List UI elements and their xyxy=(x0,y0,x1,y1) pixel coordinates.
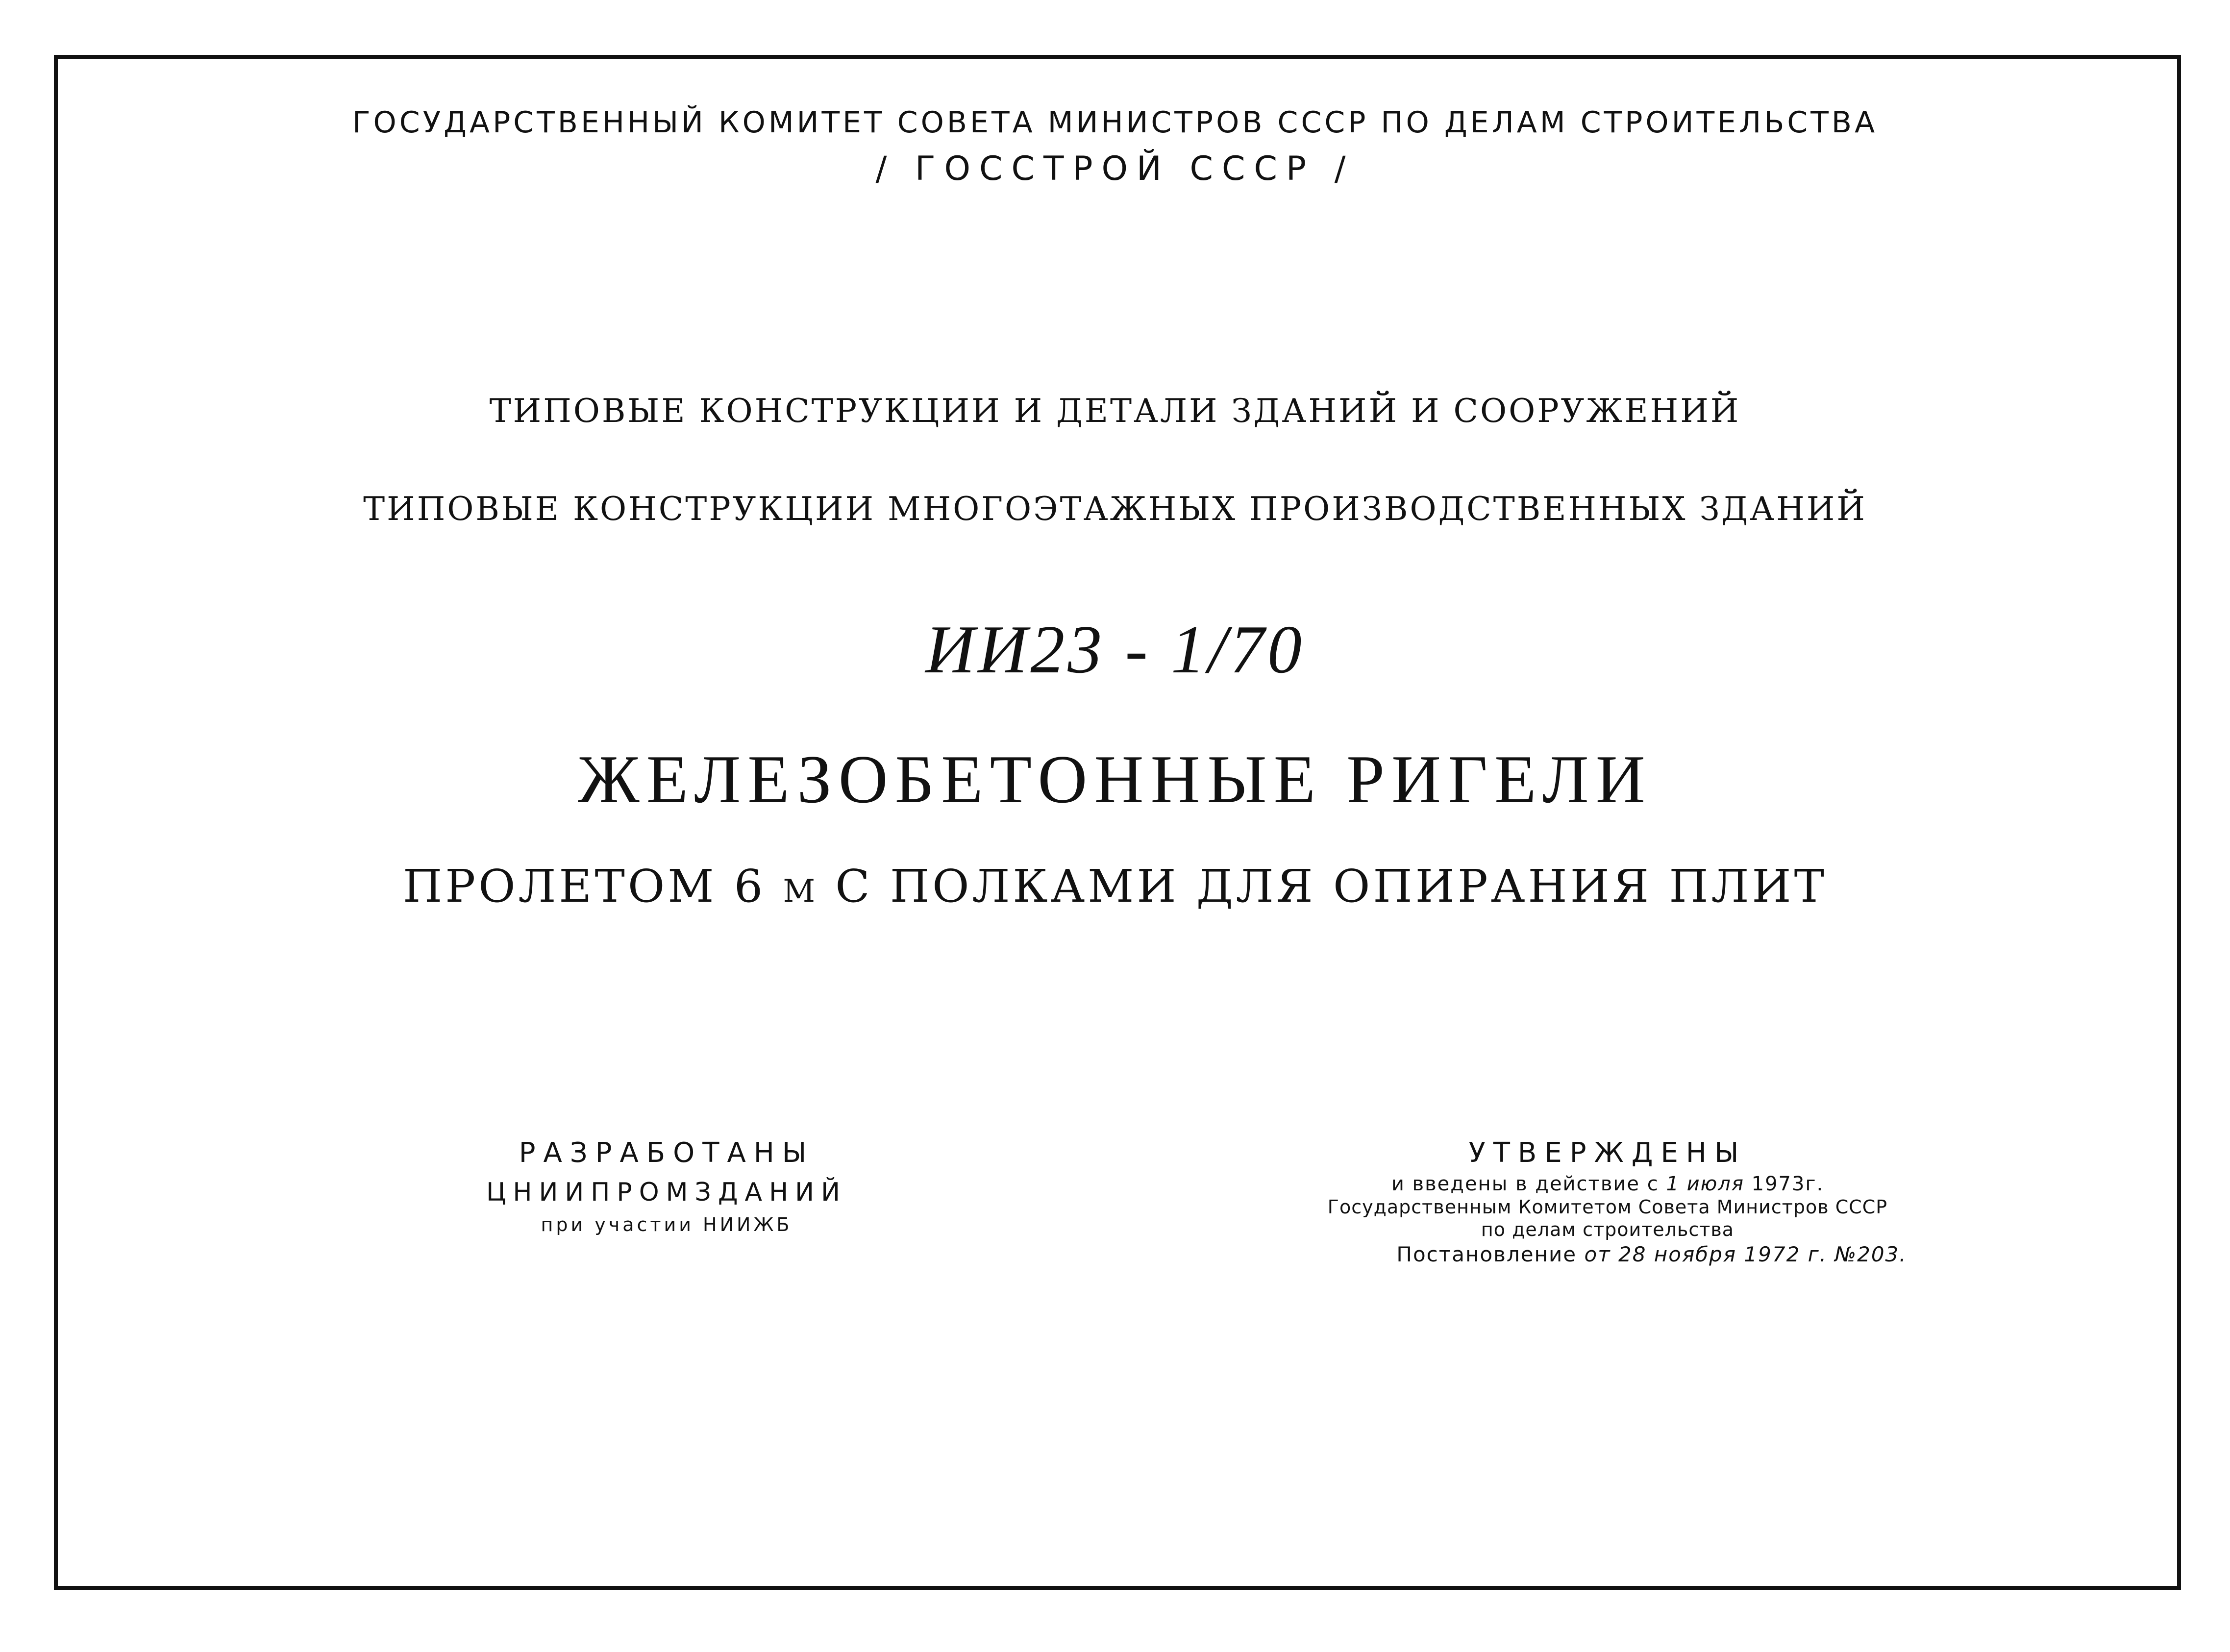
effective-year: 1973г. xyxy=(1751,1173,1824,1195)
developed-label: РАЗРАБОТАНЫ xyxy=(519,1137,815,1169)
resolution-prefix: Постановление xyxy=(1396,1242,1577,1266)
document-title: ЖЕЛЕЗОБЕТОННЫЕ РИГЕЛИ xyxy=(578,741,1652,817)
approved-block xyxy=(1284,1137,1931,1266)
gosstroy-label: / ГОССТРОЙ СССР / xyxy=(875,149,1355,188)
effective-prefix: и введены в действие с xyxy=(1391,1173,1659,1195)
document-code: ИИ23 - 1/70 xyxy=(925,612,1305,688)
page-border xyxy=(54,55,2181,1590)
effective-date: 1 июля xyxy=(1666,1173,1744,1195)
document-subtitle: ПРОЛЕТОМ 6 м С ПОЛКАМИ ДЛЯ ОПИРАНИЯ ПЛИТ xyxy=(402,860,1828,912)
resolution-date: от 28 ноября 1972 г. №203. xyxy=(1584,1242,1907,1266)
developer-org: ЦНИИПРОМЗДАНИЙ xyxy=(486,1178,847,1207)
participation-note: при участии НИИЖБ xyxy=(541,1214,793,1235)
resolution-line xyxy=(1284,1242,1931,1266)
series-title: ТИПОВЫЕ КОНСТРУКЦИИ И ДЕТАЛИ ЗДАНИЙ И СООРУЖЕНИЙ xyxy=(489,392,1741,430)
series-subtitle: ТИПОВЫЕ КОНСТРУКЦИИ МНОГОЭТАЖНЫХ ПРОИЗВОДСТВЕННЫХ ЗДАНИЙ xyxy=(363,490,1867,528)
developed-block xyxy=(461,1137,872,1235)
effective-date-line xyxy=(1284,1173,1931,1195)
approving-body-scope: по делам строительства xyxy=(1481,1219,1734,1240)
approving-body: Государственным Комитетом Совета Министров СССР xyxy=(1327,1196,1888,1218)
approved-label: УТВЕРЖДЕНЫ xyxy=(1468,1137,1747,1169)
committee-name: ГОСУДАРСТВЕННЫЙ КОМИТЕТ СОВЕТА МИНИСТРОВ СССР ПО ДЕЛАМ СТРОИТЕЛЬСТВА xyxy=(352,105,1878,140)
